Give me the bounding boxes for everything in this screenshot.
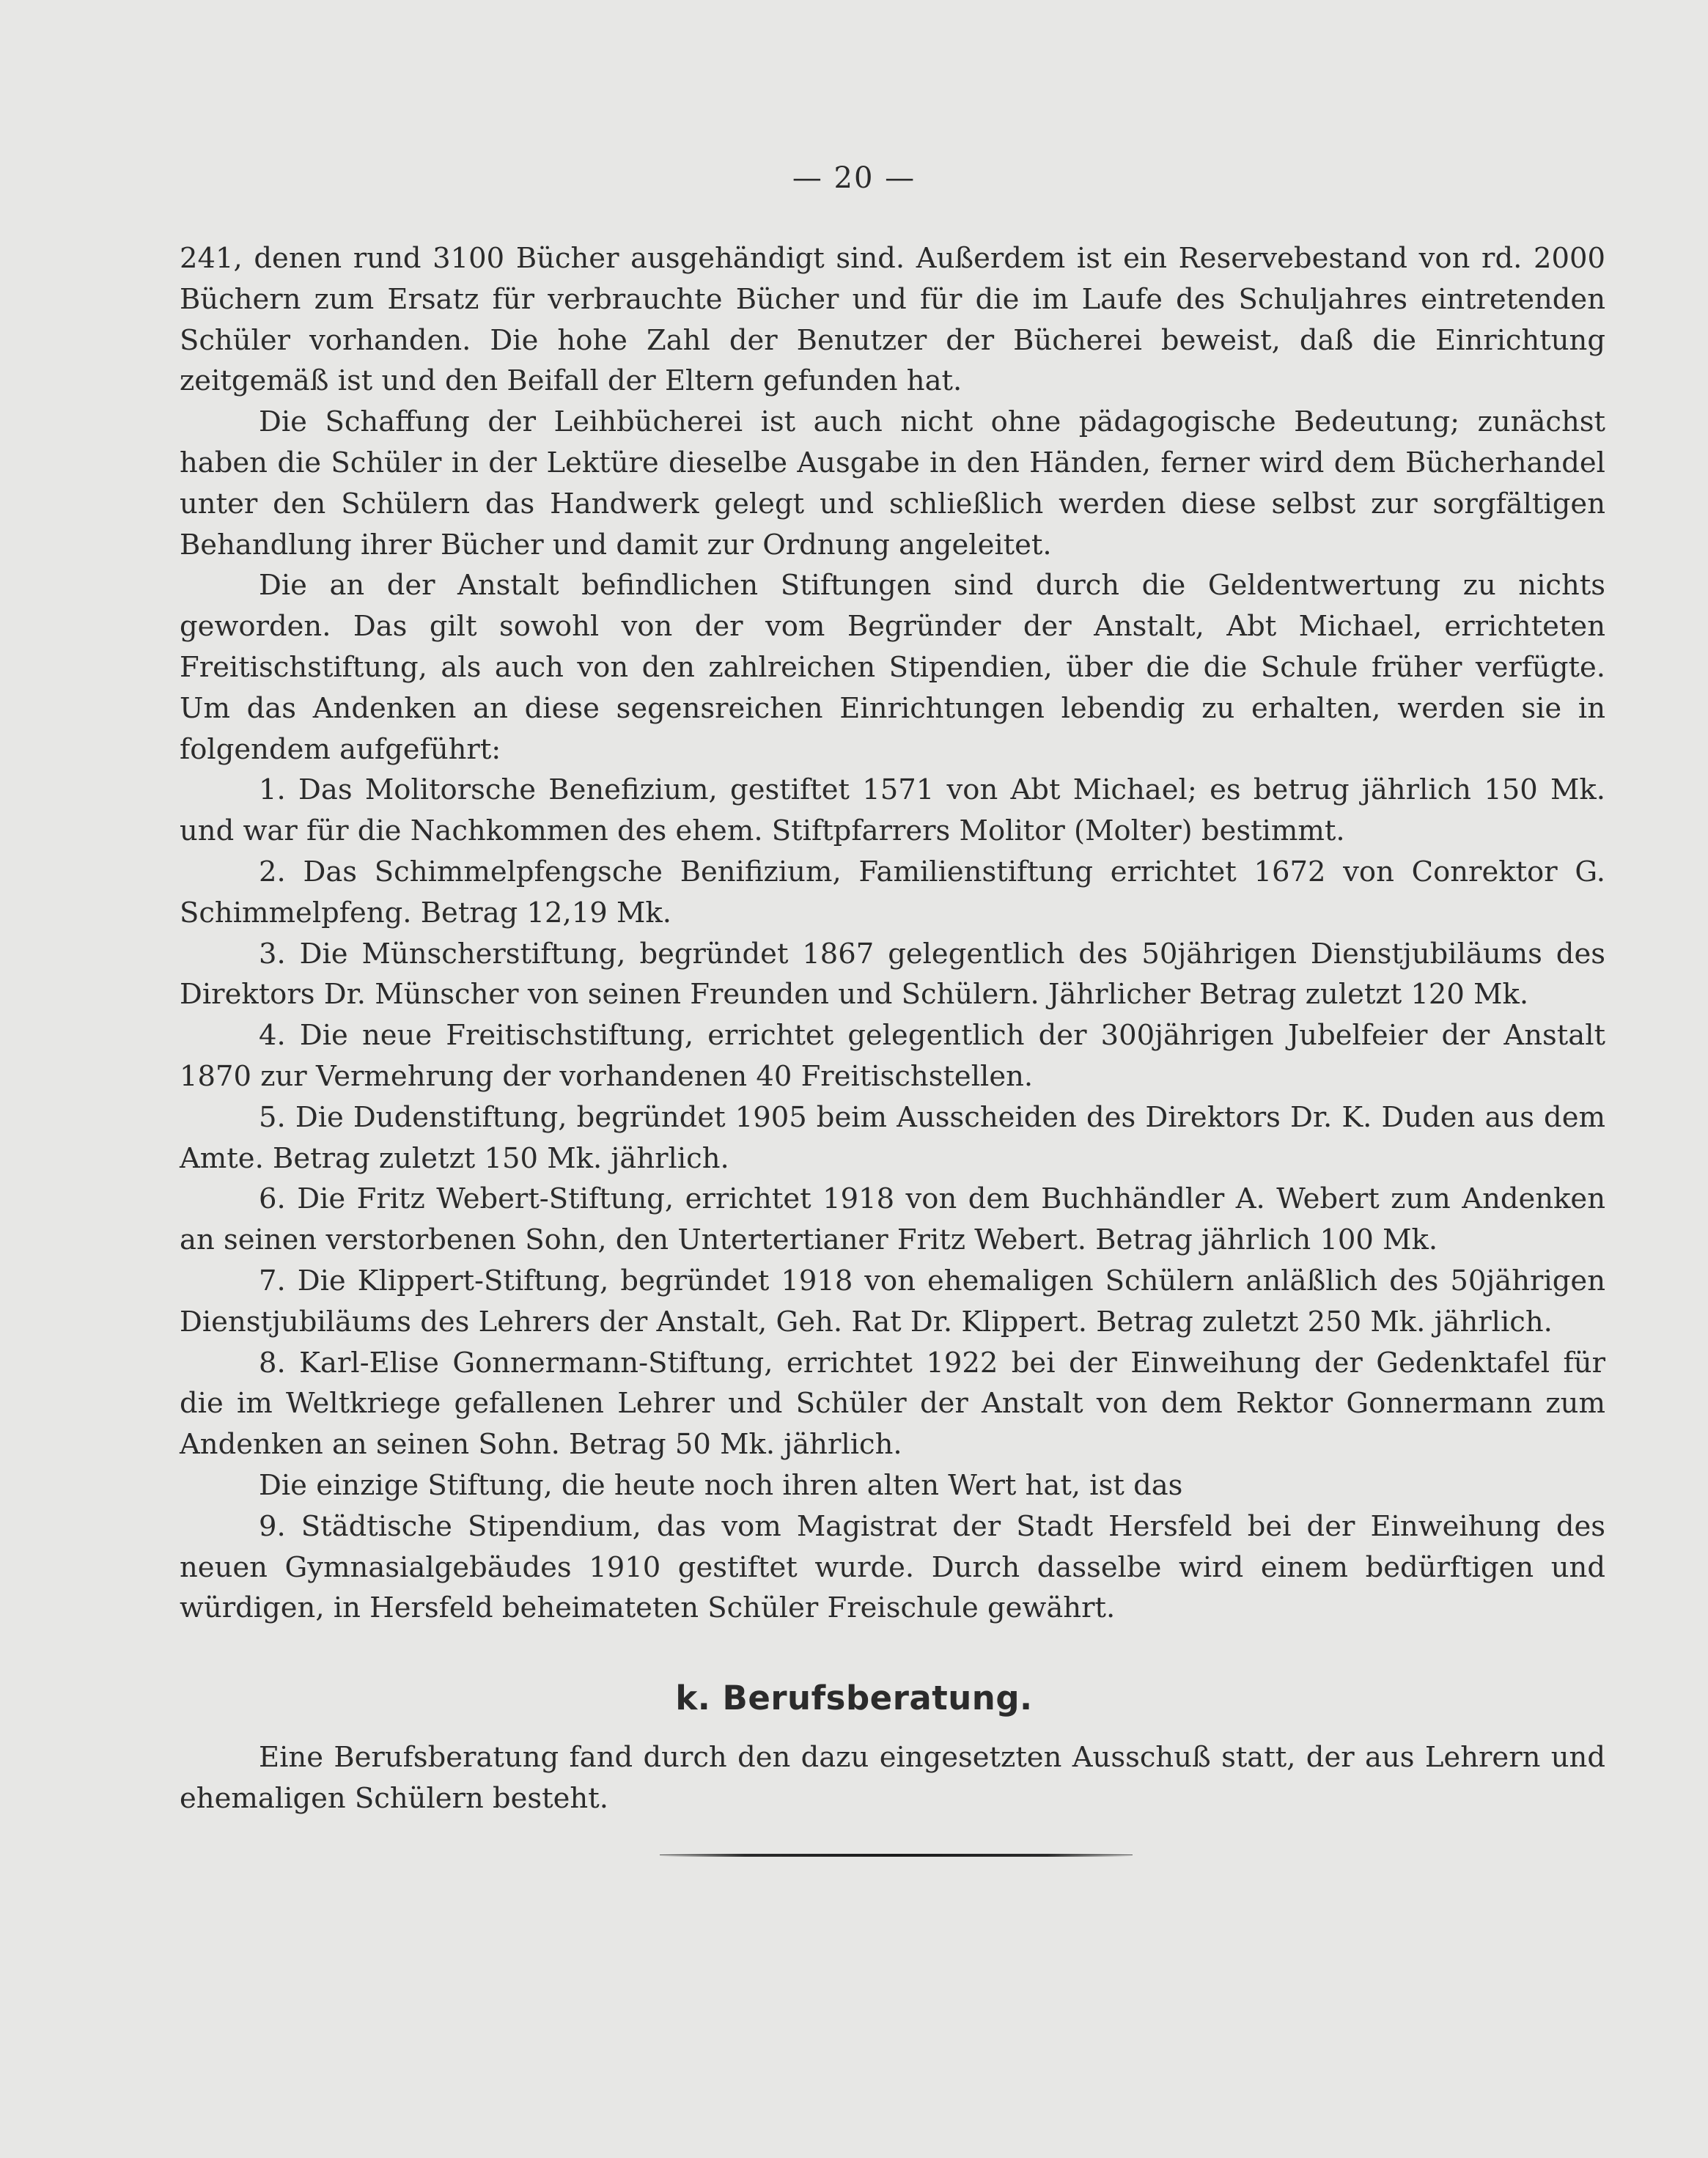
paragraph-remaining-foundation: Die einzige Stiftung, die heute noch ihren alten Wert hat, ist das: [259, 1468, 1183, 1502]
list-item-foundation-1: 1. Das Molitorsche Benefizium, gestiftet 1571 von Abt Michael; es betrug jährlich 150 Mk. und war für die Nachkommen des ehem. Stiftpfarrers Molitor (Molter) bestimmt.: [180, 773, 1605, 848]
page-number: — 20 —: [792, 161, 916, 195]
list-item-foundation-8: 8. Karl-Elise Gonnermann-Stiftung, errichtet 1922 bei der Einweihung der Gedenktafel für die im Weltkriege gefallenen Lehrer und Schüler der Anstalt von dem Rektor Gonnermann zum Andenken an seinen Sohn. Betrag 50 Mk. jährlich.: [180, 1346, 1605, 1462]
section-body: [180, 1737, 1605, 1819]
section-heading: k. Berufsberatung.: [675, 1679, 1033, 1717]
body-text: [180, 238, 1605, 1629]
paragraph-foundations-intro: Die an der Anstalt befindlichen Stiftungen sind durch die Geldentwertung zu nichts geworden. Das gilt sowohl von der vom Begründer der Anstalt, Abt Michael, errichteten Freitischstiftung, als auch von den zahlreichen Stipendien, über die die Schule früher verfügte. Um das Andenken an diese segensreichen Einrichtungen lebendig zu erhalten, werden sie in folgendem aufgeführt:: [180, 569, 1605, 766]
list-item-foundation-7: 7. Die Klippert-Stiftung, begründet 1918 von ehemaligen Schülern anläßlich des 50jährigen Dienstjubiläums des Lehrers der Anstalt, Geh. Rat Dr. Klippert. Betrag zuletzt 250 Mk. jährlich.: [180, 1264, 1605, 1338]
list-item-foundation-4: 4. Die neue Freitischstiftung, errichtet gelegentlich der 300jährigen Jubelfeier der Anstalt 1870 zur Vermehrung der vorhandenen 40 Freitischstellen.: [180, 1019, 1605, 1093]
paragraph-career-counseling: Eine Berufsberatung fand durch den dazu eingesetzten Ausschuß statt, der aus Lehrern und ehemaligen Schülern besteht.: [180, 1741, 1605, 1815]
list-item-foundation-2: 2. Das Schimmelpfengsche Benifizium, Familienstiftung errichtet 1672 von Conrektor G. Schimmelpfeng. Betrag 12,19 Mk.: [180, 855, 1605, 929]
end-rule: [660, 1854, 1133, 1857]
list-item-foundation-6: 6. Die Fritz Webert-Stiftung, errichtet 1918 von dem Buchhändler A. Webert zum Andenken an seinen verstorbenen Sohn, den Untertertianer Fritz Webert. Betrag jährlich 100 Mk.: [180, 1182, 1605, 1257]
list-item-foundation-5: 5. Die Dudenstiftung, begründet 1905 beim Ausscheiden des Direktors Dr. K. Duden aus dem Amte. Betrag zuletzt 150 Mk. jährlich.: [180, 1100, 1605, 1175]
list-item-foundation-9: 9. Städtische Stipendium, das vom Magistrat der Stadt Hersfeld bei der Einweihung des neuen Gymnasialgebäudes 1910 gestiftet wurde. Durch dasselbe wird einem bedürftigen und würdigen, in Hersfeld beheimateten Schüler Freischule gewährt.: [180, 1509, 1605, 1625]
paragraph-library-pedagogy: Die Schaffung der Leihbücherei ist auch nicht ohne pädagogische Bedeutung; zunächst haben die Schüler in der Lektüre dieselbe Ausgabe in den Händen, ferner wird dem Bücherhandel unter den Schülern das Handwerk gelegt und schließlich werden diese selbst zur sorgfältigen Behandlung ihrer Bücher und damit zur Ordnung angeleitet.: [180, 405, 1605, 561]
list-item-foundation-3: 3. Die Münscherstiftung, begründet 1867 gelegentlich des 50jährigen Dienstjubiläums des Direktors Dr. Münscher von seinen Freunden und Schülern. Jährlicher Betrag zuletzt 120 Mk.: [180, 937, 1605, 1012]
paragraph-library-continuation: 241, denen rund 3100 Bücher ausgehändigt sind. Außerdem ist ein Reservebestand von rd. 2000 Büchern zum Ersatz für verbrauchte Bücher und für die im Laufe des Schuljahres eintretenden Schüler vorhanden. Die hohe Zahl der Benutzer der Bücherei beweist, daß die Einrichtung zeitgemäß ist und den Beifall der Eltern gefunden hat.: [180, 242, 1605, 398]
